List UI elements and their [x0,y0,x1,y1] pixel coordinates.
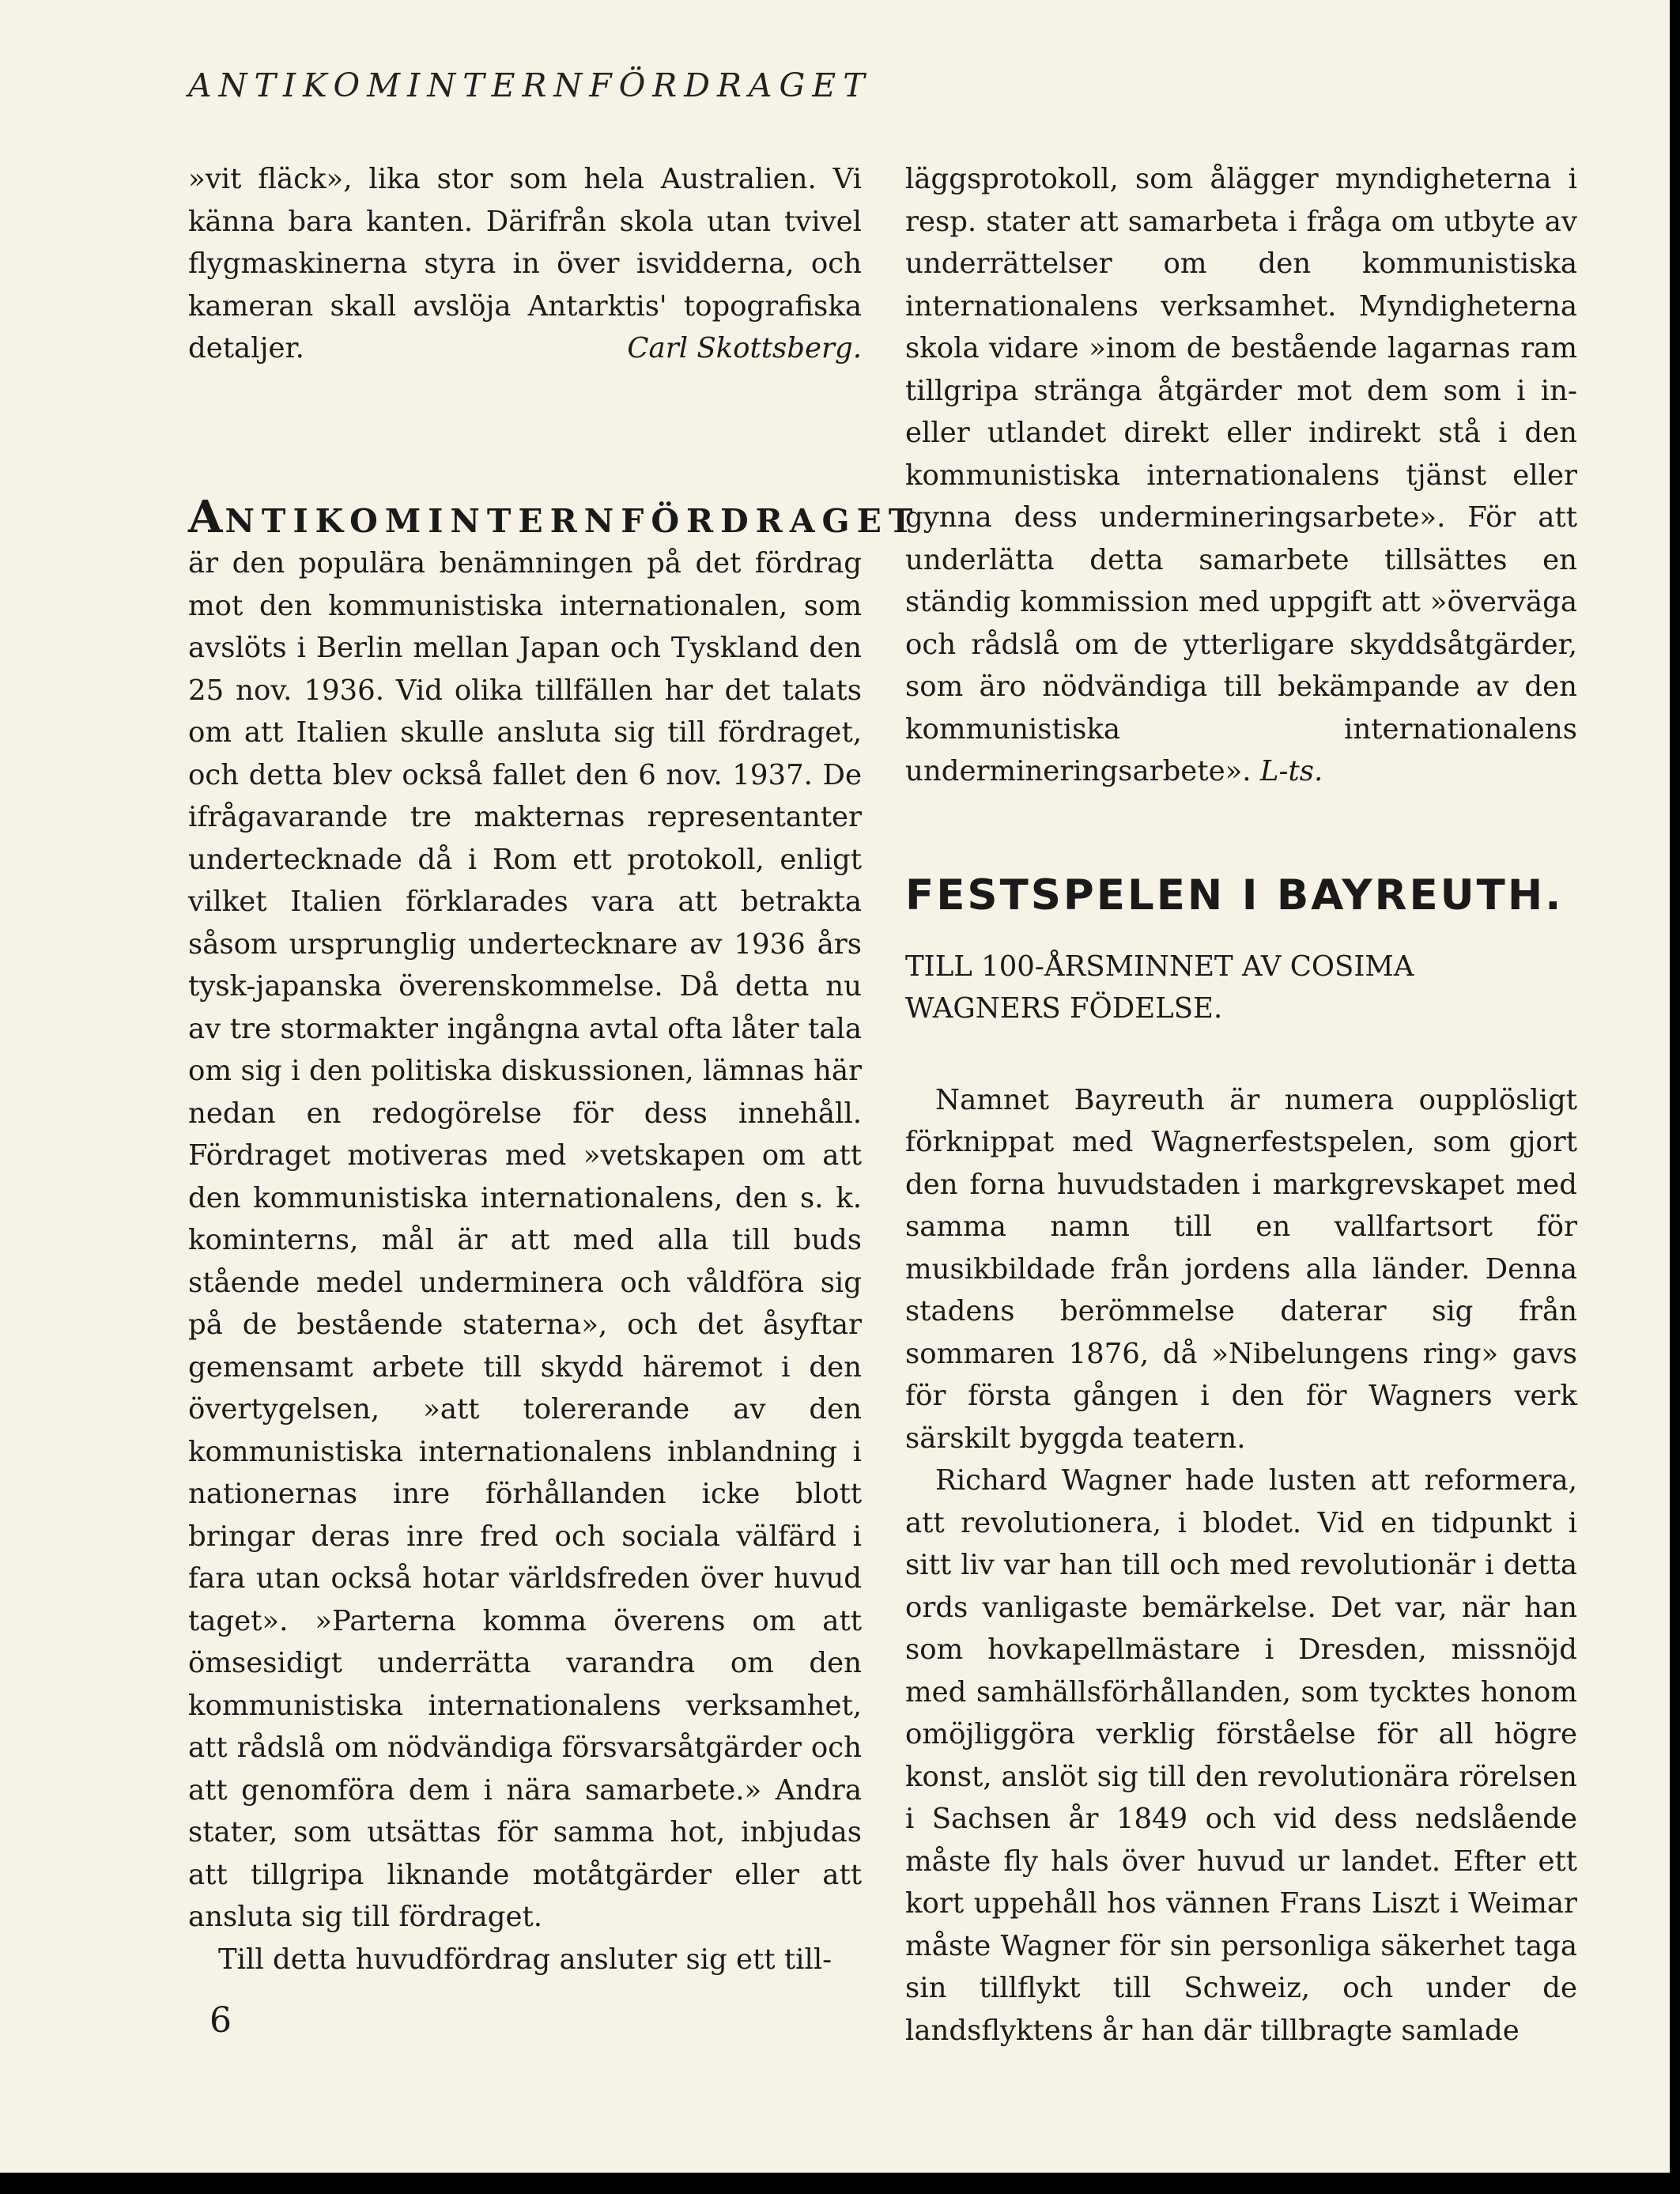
section-title-initial: A [188,490,225,543]
body-paragraph: Till detta huvudfördrag ansluter sig ett till- [218,1943,832,1976]
continued-text: läggsprotokoll, som ålägger myndigheterna i resp. stater att samarbeta i fråga om utbyte av underrättelser om den kommunistiska internationalens verksamhet. Myndigheterna skola vidare »inom de bestående lagarnas ram tillgripa stränga åtgärder mot dem som i in- eller utlandet direkt eller indirekt stå i den kommunistiska internationalens tjänst eller gynna dess undermineringsarbete». För att underlätta detta samarbete tillsättes en ständig kommission med uppgift att »överväga och rådslå om de ytterligare skyddsåtgärder, som äro nödvändiga till bekämpande av den kommunistiska internationalens undermineringsarbete». [905,163,1577,787]
article-spacer [905,793,1577,868]
article-paragraph: Namnet Bayreuth är numera oupplösligt förknippat med Wagnerfestspelen, som gjort den forna huvudstaden i markgrevskapet med samma namn till en vallfartsort för musikbildade från jordens alla länder. Denna stadens berömmelse daterar sig från sommaren 1876, då »Nibelungens ring» gavs för första gången i den för Wagners verk särskilt byggda teatern. [905,1083,1577,1455]
subtitle-spacer [905,923,1577,946]
section-title-rest: NTIKOMINTERNFÖRDRAGET [225,501,920,540]
article-title: FESTSPELEN I BAYREUTH. [905,870,1564,920]
body-paragraph: är den populära benämningen på det fördrag mot den kommunistiska internationalen, som avslöts i Berlin mellan Japan och Tyskland den 25 nov. 1936. Vid olika tillfällen har det talats om att Italien skulle ansluta sig till fördraget, och detta blev också fallet den 6 nov. 1937. De ifrågavarande tre makternas representanter undertecknade då i Rom ett protokoll, enligt vilket Italien förklarades vara att betrakta såsom ursprunglig undertecknare av 1936 års tysk-japanska överenskommelse. Då detta nu av tre stormakter ingångna avtal ofta låter tala om sig i den politiska diskussionen, lämnas här nedan en redogörelse för dess innehåll. Fördraget motiveras med »vetskapen om att den kommunistiska internationalens, den s. k. kominterns, mål är att med alla till buds stående medel underminera och våldföra sig på de bestående staterna», och det åsyftar gemensamt arbete till skydd häremot i den övertygelsen, »att tolererande av den kommunistiska internationalens inblandning i nationernas inre förhållanden icke blott bringar deras inre fred och sociala välfärd i fara utan också hotar världsfreden över huvud taget». »Parterna komma överens om att ömsesidigt underrätta varandra om den kommunistiska internationalens verksamhet, att rådslå om nödvändiga försvarsåtgärder och att genomföra dem i nära samarbete.» Andra stater, som utsättas för samma hot, inbjudas att tillgripa liknande motåtgärder eller att ansluta sig till fördraget. [188,547,862,1933]
section-title [188,490,920,543]
running-title: ANTIKOMINTERNFÖRDRAGET [188,66,872,104]
continued-paragraph [905,158,1577,793]
continuation-text: »vit fläck», lika stor som hela Australien. Vi känna bara kanten. Därifrån skola utan tvivel flygmaskinerna styra in över isvidderna, och kameran skall avslöja Antarktis' topografiska detaljer. [188,163,862,364]
right-column [905,158,1577,2052]
continued-signature: L-ts. [1259,755,1323,787]
continuation-paragraph [188,158,862,370]
section-spacer [188,370,862,497]
continuation-signature: Carl Skottsberg. [627,332,862,364]
article-subtitle: TILL 100-ÅRSMINNET AV COSIMA WAGNERS FÖDELSE. [905,950,1414,1025]
left-column [188,158,920,1981]
body-spacer [905,1030,1577,1079]
page-number: 6 [210,2000,232,2041]
article-paragraph: Richard Wagner hade lusten att reformera, att revolutionera, i blodet. Vid en tidpunkt i sitt liv var han till och med revolutionär i detta ords vanligaste bemärkelse. Det var, när han som hovkapellmästare i Dresden, missnöjd med samhällsförhållanden, som tycktes honom omöjliggöra verklig förståelse för all högre konst, anslöt sig till den revolutionära rörelsen i Sachsen år 1849 och vid dess nedslående måste fly hals över huvud ur landet. Efter ett kort uppehåll hos vännen Frans Liszt i Weimar måste Wagner för sin personliga säkerhet taga sin tillflykt till Schweiz, och under de landsflyktens år han där tillbragte samlade [905,1464,1577,2047]
